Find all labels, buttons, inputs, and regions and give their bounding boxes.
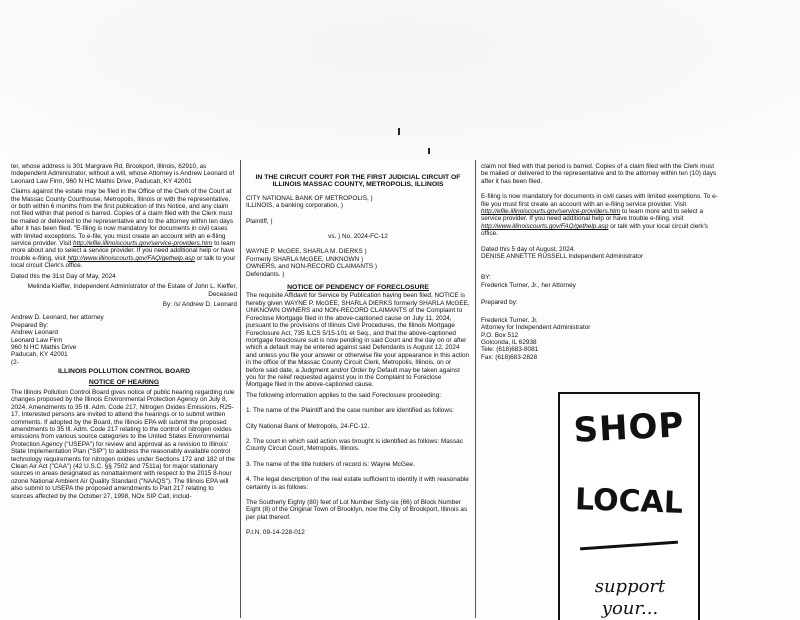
column-3: [481, 163, 721, 361]
gethelp-link[interactable]: http://www.illinoiscourts.gov/FAQ/gethelp.asp: [481, 222, 609, 230]
prepared-by-line: Attorney for Independent Administrator: [481, 324, 591, 332]
prepared-by-label: Prepared by:: [481, 299, 518, 307]
scan-background-top: [0, 0, 800, 160]
column-2: [246, 174, 470, 540]
by-label: BY:: [481, 274, 491, 282]
column-divider: [240, 160, 241, 618]
court-heading: IN THE CIRCUIT COURT FOR THE FIRST JUDICIAL CIRCUIT OF ILLINOIS MASSAC COUNTY, METROPOLIS, ILLINOIS: [255, 174, 461, 189]
foreclosure-item-1: 1. The name of the Plaintiff and the case number are identified as follows:: [246, 407, 454, 415]
legal-description: The Southerly Eighty (80) feet of Lot Number Sixty-six (66) of Block Number Eight (8) of the Original Town of Brooklyn, now the City of Brookport, Illinois as per plat thereof.: [246, 499, 468, 521]
prepared-by-line: Golconda, IL 62938: [481, 338, 537, 346]
plaintiff-line: Plaintiff, ): [246, 217, 273, 225]
by-attorney: Frederick Turner, Jr., her Attorney: [481, 281, 576, 289]
case-number-line: vs. ) No. 2024-FC-12: [328, 233, 388, 241]
hearing-heading: NOTICE OF HEARING: [88, 378, 160, 386]
prepared-by-line: Leonard Law Firm: [11, 336, 63, 344]
efiling-paragraph: E-filing is now mandatory for documents in civil cases with limited exemptions. To e-file you must first create an account with an e-filing service provider. Visit http://efile.illinoiscourts.gov/service-providers.htm to learn more and to select a service provider. If you need additional help or have trouble e-filing, visit http://www.illinoiscourts.gov/FAQ/gethelp.asp or talk with your local circuit clerk's office.: [481, 193, 718, 238]
hearing-paragraph: The Illinois Pollution Control Board gives notice of public hearing regarding rule changes proposed by the Illinois Environmental Protection Agency on July 8, 2024. Amendments to 35 Ill. Adm. Code 217, Nitrogen Oxides Emissions, R25-17. Interested persons are invited to attend the hearings or to submit written comments. If adopted by the Board, the Illinois EPA will submit the proposed amendments to 35 Ill. Adm. Code 217 relating to the control of nitrogen oxides emissions from various source categories to the United States Environmental Protection Agency ("USEPA") for review and approval as a revision to Illinois' State Implementation Plan ("SIP") to address the reasonably available control technology requirements for nitrogen oxides under Sections 172 and 182 of the Clean Air Act ("CAA") (42 U.S.C. §§ 7502 and 7511a) for major stationary sources in areas designated as nonattainment with respect to the 2015 8-hour ozone National Ambient Air Quality Standard ("NAAQS"). The Illinois EPA will also submit to USEPA the proposed amendments to Part 217 relating to sources affected by the October 27, 1998, NOx SIP Call, includ-: [11, 388, 235, 500]
defendant-line: WAYNE P. McGEE, SHARLA M. DIERKS ): [246, 248, 367, 256]
board-heading: ILLINOIS POLLUTION CONTROL BOARD: [57, 368, 191, 376]
foreclosure-item-1-value: City National Bank of Metropolis, 24-FC-12.: [246, 422, 370, 430]
prepared-by-line: Fax: (618)683-2828: [481, 353, 538, 361]
foreclosure-info-intro: The following information applies to the said Foreclosure proceeding:: [246, 391, 442, 399]
scan-speck: [398, 128, 400, 135]
plaintiff-line: ILLINOIS, a banking corporation, ): [246, 202, 343, 210]
foreclosure-heading: NOTICE OF PENDENCY OF FORECLOSURE: [287, 284, 429, 292]
parcel-number: P.I.N. 09-14-228-012: [246, 529, 305, 537]
claim-paragraph: claim not filed with that period is barred. Copies of a claim filed with the Clerk must be mailed or delivered to the representative and to the attorney within ten (10) days after it has been filed.: [481, 163, 717, 185]
claims-paragraph: Claims against the estate may be filed in the Office of the Clerk of the Court at the Massac County Courthouse, Metropolis, Illinois or with the representative, or both within 6 months from the first publication of this Notice, and any claim not filed within that period is barred. Copies of a claim filed with the Clerk must be mailed or delivered to the representative and to the attorney within ten days after it has been filed. "E-filing is now mandatory for documents in civil cases with limited exceptions. To e-file, you must create an account with an e-filing service provider. Visit http://efile.illinoiscourts.gov/service-providers.htm to learn more about and to select a service provider. If you need additional help or have trouble e-filing, visit http://www.illinoiscourts.gov/FAQ/gethelp.asp or talk to your local circuit Clerk's office.: [11, 188, 236, 270]
prepared-by-line: Paducah, KY 42001: [11, 351, 68, 359]
foreclosure-item-2: 2. The court in which said action was brought is identified as follows: Massac County Circuit Court, Metropolis, Illinois.: [246, 437, 463, 453]
administrator-line: DENISE ANNETTE RUSSELL Independent Administrator: [481, 253, 644, 261]
attorney-line: Andrew D. Leonard, her attorney: [11, 314, 104, 322]
defendant-line: Defendants. ): [246, 270, 285, 278]
estate-notice-text: ter, whose address is 301 Margrave Rd, Brookport, Illinois, 62910, as Independent Administrator, without a will, whose Attorney is Andrew Leonard of Leonard Law Firm, 960 N HC Mathis Drive, Paducah, KY 42001: [11, 163, 235, 185]
administrator-signature: Melinda Kieffer, Independent Administrator of the Estate of John L. Kieffer, Deceased: [27, 283, 237, 298]
column-divider: [475, 160, 476, 618]
foreclosure-item-4: 4. The legal description of the real estate sufficient to identify it with reasonable certainty is as follows:: [246, 476, 469, 491]
plaintiff-line: CITY NATIONAL BANK OF METROPOLIS, ): [246, 194, 373, 202]
gethelp-link[interactable]: http://www.illinoiscourts.gov/FAQ/gethelp.asp: [67, 254, 195, 262]
prepared-by-line: Andrew Leonard: [11, 329, 58, 337]
efile-providers-link[interactable]: http://efile.illinoiscourts.gov/service-providers.htm: [481, 208, 621, 216]
prepared-by-line: 960 N HC Mathis Drive: [11, 343, 77, 351]
signed-by: By: /s/ Andrew D. Leonard: [162, 300, 237, 308]
dated-line: Dated this 5 day of August, 2024.: [481, 245, 576, 253]
efile-providers-link[interactable]: http://efile.illinoiscourts.gov/service-providers.htm: [73, 240, 213, 248]
foreclosure-item-3: 3. The name of the title holders of record is: Wayne McGee.: [246, 460, 415, 468]
prepared-by-label: Prepared By:: [11, 321, 49, 329]
local-word: LOCAL: [574, 482, 684, 521]
ad-underline: [580, 541, 678, 551]
prepared-by-line: P.O. Box 512: [481, 331, 519, 339]
prepared-by-line: Frederick Turner, Jr.: [481, 316, 538, 324]
prepared-by-line: Tele: (618)683-8081: [481, 346, 539, 354]
column-1: [11, 163, 237, 503]
defendant-line: OWNERS, and NON-RECORD CLAIMANTS ): [246, 263, 378, 271]
defendant-line: Formerly SHARLA McGEE, UNKNOWN ): [246, 255, 364, 263]
shop-word: SHOP: [572, 405, 686, 451]
publication-code: (2-: [11, 358, 19, 366]
shop-local-ad: [558, 392, 700, 620]
support-tagline: support your...: [594, 576, 666, 619]
scan-speck: [428, 148, 430, 154]
dated-line: Dated this the 31st Day of May, 2024: [11, 272, 116, 280]
foreclosure-paragraph: The requisite Affidavit for Service by Publication having been filed, NOTICE is hereby given WAYNE P. McGEE, SHARLA DIERKS formerly SHARLA McGEE, UNKNOWN OWNERS and NON-RECORD CLAIMANTS of the Complaint to Foreclose Mortgage filed in the above-captioned cause on July 11, 2024, pursuant to the provisions of Illinois Civil Procedures, the Illinois Mortgage Foreclosure Act, 735 ILCS 5/15-101 et Seq., and that the above-captioned mortgage foreclosure suit is now pending in said Court and the day on or after which a default may be entered against said Defendants is August 12, 2024 and unless you file your answer or otherwise file your appearance in this action in the office of the Massac County Circuit Clerk, Metropolis, Illinois, on or before said date, a Judgment and/or Order by Default may be taken against you for the relief requested against you in the Complaint to Foreclose Mortgage filed in the above-captioned cause.: [246, 292, 470, 389]
